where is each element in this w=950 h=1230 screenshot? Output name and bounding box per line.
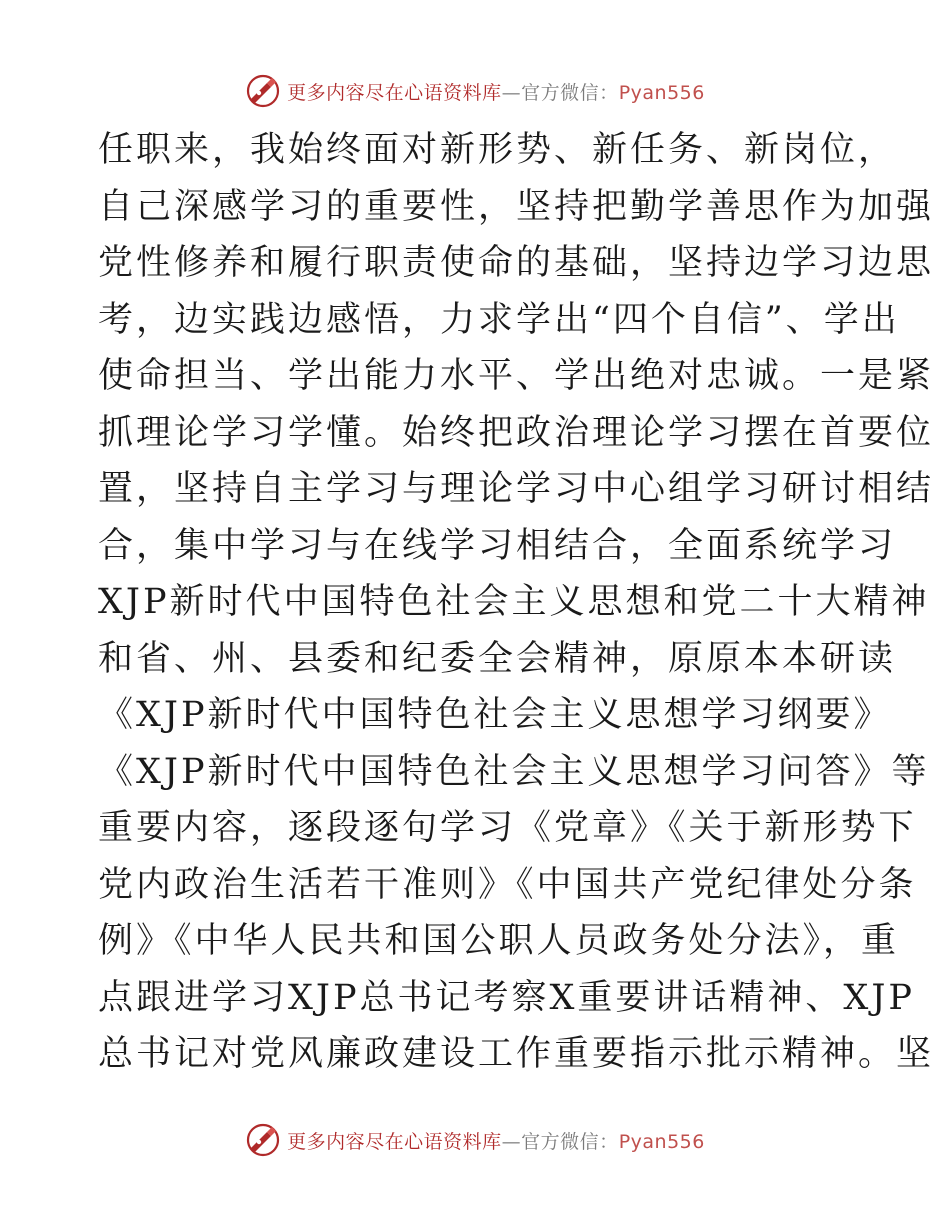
body-line: XJP新时代中国特色社会主义思想和党二十大精神 [98, 582, 930, 622]
header-slogan: 更多内容尽在心语资料库 [287, 81, 502, 104]
body-line: 党内政治生活若干准则》《中国共产党纪律处分条 [98, 864, 917, 905]
footer-slogan: 更多内容尽在心语资料库 [287, 1130, 502, 1153]
header-official-label: 官方微信： [521, 81, 619, 104]
body-line: 合，集中学习与在线学习相结合，全面系统学习 [98, 525, 897, 566]
header-dash: — [501, 81, 522, 104]
document-body [98, 122, 935, 1083]
footer-wechat-id: Pyan556 [618, 1130, 705, 1153]
page-header [0, 71, 950, 111]
body-line: 重要内容，逐段逐句学习《党章》《关于新形势下 [98, 808, 917, 848]
body-line: 置，坚持自主学习与理论学习中心组学习研讨相结 [98, 469, 935, 509]
body-line: 《XJP新时代中国特色社会主义思想学习问答》等 [98, 751, 930, 792]
pen-logo-icon [245, 1122, 281, 1158]
body-line: 点跟进学习XJP总书记考察X重要讲话精神、XJP [98, 977, 915, 1018]
footer-slogan-text [287, 1127, 705, 1154]
body-line: 自己深感学习的重要性，坚持把勤学善思作为加强 [98, 186, 935, 227]
body-line: 抓理论学习学懂。始终把政治理论学习摆在首要位 [98, 412, 935, 453]
footer-brand [245, 1122, 705, 1158]
body-line: 任职来，我始终面对新形势、新任务、新岗位， [98, 130, 897, 170]
footer-dash: — [501, 1130, 522, 1153]
body-line: 考，边实践边感悟，力求学出“四个自信”、学出 [98, 299, 900, 340]
body-line: 使命担当、学出能力水平、学出绝对忠诚。一是紧 [98, 356, 935, 396]
footer-official-label: 官方微信： [521, 1130, 619, 1153]
header-wechat-id: Pyan556 [618, 81, 705, 104]
body-line: 党性修养和履行职责使命的基础，坚持边学习边思 [98, 243, 935, 283]
header-brand [245, 73, 705, 109]
body-line: 例》《中华人民共和国公职人员政务处分法》，重 [98, 921, 900, 961]
body-line: 总书记对党风廉政建设工作重要指示批示精神。坚 [98, 1034, 935, 1074]
header-slogan-text [287, 78, 705, 105]
body-line: 和省、州、县委和纪委全会精神，原原本本研读 [98, 638, 897, 679]
body-line: 《XJP新时代中国特色社会主义思想学习纲要》 [98, 695, 892, 735]
page-footer [0, 1120, 950, 1160]
pen-logo-icon [245, 73, 281, 109]
